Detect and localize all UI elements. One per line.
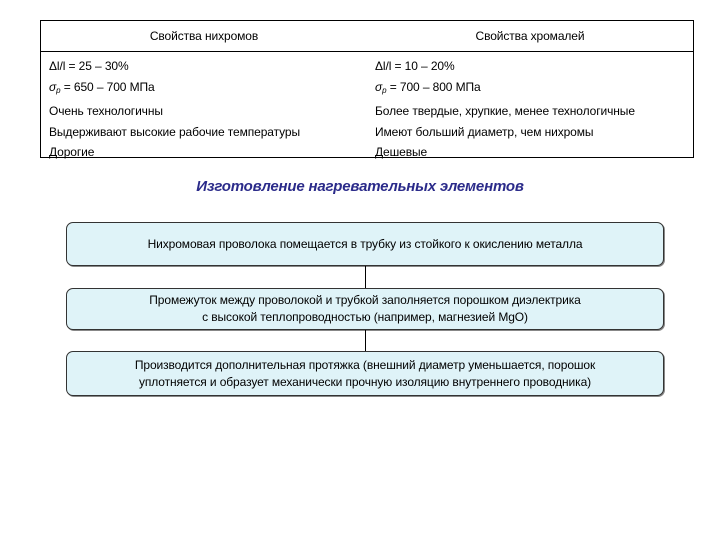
process-step-3: [66, 351, 664, 396]
chromal-property: Более твердые, хрупкие, менее технологичные: [375, 104, 635, 118]
nichrome-property: Дорогие: [49, 145, 95, 159]
nichrome-elongation: Δl/l = 25 – 30%: [49, 59, 129, 73]
nichrome-strength: [49, 77, 367, 102]
section-title: Изготовление нагревательных элементов: [196, 178, 524, 195]
process-step-2: [66, 288, 664, 330]
properties-table: [40, 20, 694, 158]
chromal-strength: [375, 77, 693, 102]
chromal-strength-value: = 700 – 800 МПа: [386, 79, 481, 94]
step-text: уплотняется и образует механически прочную изоляцию внутреннего проводника): [138, 374, 592, 389]
step-text: Промежуток между проволокой и трубкой заполняется порошком диэлектрика: [149, 293, 581, 307]
header-chromal: Свойства хромалей: [475, 29, 585, 43]
connector-line: [365, 266, 366, 288]
nichrome-property: Выдерживают высокие рабочие температуры: [49, 124, 300, 139]
nichrome-property: Очень технологичны: [49, 104, 163, 118]
step-text: Нихромовая проволока помещается в трубку из стойкого к окислению металла: [147, 237, 583, 251]
sigma-subscript: р: [382, 85, 387, 95]
table-header: [41, 21, 693, 52]
chromal-property: Дешевые: [375, 145, 428, 159]
table-body: [41, 52, 693, 163]
connector-line: [365, 330, 366, 351]
sigma-symbol: σ: [375, 79, 383, 94]
step-text: Производится дополнительная протяжка (внешний диаметр уменьшается, порошок: [134, 357, 596, 372]
header-nichrome: Свойства нихромов: [149, 29, 259, 43]
chromal-properties: [367, 56, 693, 163]
step-text: с высокой теплопроводностью (например, магнезией MgO): [202, 310, 528, 324]
process-step-1: [66, 222, 664, 266]
nichrome-properties: [41, 56, 367, 163]
nichrome-strength-value: = 650 – 700 МПа: [60, 79, 155, 94]
sigma-symbol: σ: [49, 79, 57, 94]
chromal-property: Имеют больший диаметр, чем нихромы: [375, 124, 594, 139]
chromal-elongation: Δl/l = 10 – 20%: [375, 59, 455, 73]
sigma-subscript: р: [56, 85, 61, 95]
